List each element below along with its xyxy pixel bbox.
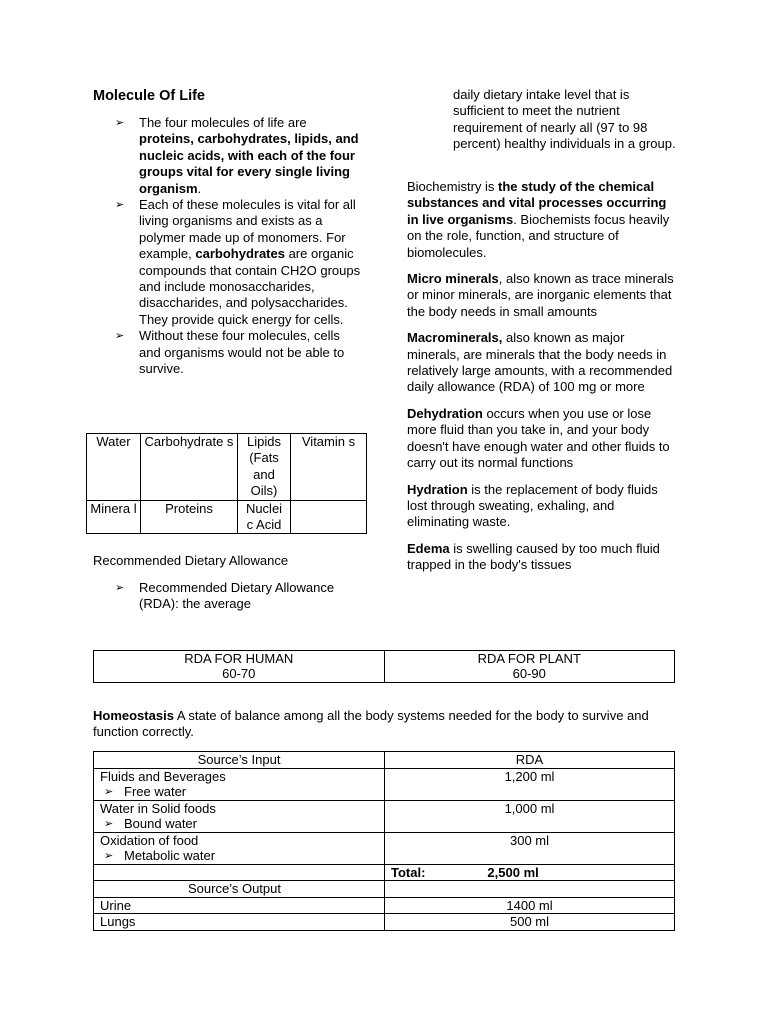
output-source-cell: Urine [94,897,385,914]
value-cell: 300 ml [385,832,675,864]
water-balance-table [93,751,675,931]
empty-cell [94,864,385,881]
header-rda: RDA [385,752,675,769]
definition-biochemistry: Biochemistry is the study of the chemical substances and vital processes occurring in live organisms. Biochemists focus heavily on the role, function, and structure of biomolecules. [407,179,670,260]
total-label: Total: [391,864,426,880]
definition-macrominerals: Macrominerals, also known as major minerals, are minerals that the body needs in relatively large amounts, with a recommended daily allowance (RDA) of 100 mg or more [407,330,673,395]
table-row [94,881,675,898]
rda-plant-value: 60-90 [512,666,546,681]
table-cell: Carbohydrate s [141,434,238,501]
table-row [94,832,675,864]
output-source-cell: Lungs [94,914,385,931]
table-cell: Proteins [141,500,238,534]
table-cell: Water [87,434,141,501]
value-cell: 1,000 ml [385,800,675,832]
list-item: ➢ Without these four molecules, cells and organisms would not be able to survive. [115,328,365,377]
table-row [94,752,675,769]
rda-plant-label: RDA FOR PLANT [477,651,581,666]
table-row [87,500,367,534]
table-row [94,897,675,914]
definition-dehydration: Dehydration occurs when you use or lose more fluid than you take in, and your body doesn't have enough water and other fluids to carry out its normal functions [407,405,670,471]
rda-plant-cell [384,651,675,683]
table-row [87,434,367,501]
rda-bullet-list [115,580,345,613]
header-source-output: Source’s Output [94,881,385,898]
molecule-bullet-list [115,115,365,378]
header-source-input: Source’s Input [94,752,385,769]
total-value: 2,500 ml [487,864,539,880]
source-cell: Fluids and Beverages ➢ Free water [94,768,385,800]
output-value-cell: 500 ml [385,914,675,931]
list-item: ➢ The four molecules of life are proteins, carbohydrates, lipids, and nucleic acids, with each of the four groups vital for every single living organism. [115,115,365,197]
page-title: Molecule Of Life [93,88,205,104]
table-cell: Nuclei c Acid [238,500,291,534]
value-cell: 1,200 ml [385,768,675,800]
list-item: ➢ Each of these molecules is vital for all living organisms and exists as a polymer made up of monomers. For example, carbohydrates are organic compounds that contain CH2O groups and include monosaccharides, disaccharides, and polysaccharides. They provide quick energy for cells. [115,197,365,328]
table-row [94,768,675,800]
sub-item: ➢ Metabolic water [100,848,378,864]
rda-heading: Recommended Dietary Allowance [93,553,289,568]
rda-definition-continuation: daily dietary intake level that is sufficient to meet the nutrient requirement of nearly all (97 to 98 percent) healthy individuals in a group. [453,87,676,152]
source-cell: Water in Solid foods ➢ Bound water [94,800,385,832]
list-item: ➢ Recommended Dietary Allowance (RDA): the average [115,580,345,613]
table-row [94,800,675,832]
table-cell: Minera l [87,500,141,534]
definition-edema: Edema is swelling caused by too much fluid trapped in the body's tissues [407,540,660,573]
table-row [94,864,675,881]
sub-item: ➢ Free water [100,784,378,800]
rda-human-cell [94,651,385,683]
homeostasis-definition: Homeostasis A state of balance among all the body systems needed for the body to survive and function correctly. [93,708,649,740]
definitions-column [407,179,679,574]
table-row [94,651,675,683]
molecule-table [86,433,367,534]
sub-item: ➢ Bound water [100,816,378,832]
table-row [94,914,675,931]
table-cell [291,500,367,534]
empty-cell [385,881,675,898]
definition-hydration: Hydration is the replacement of body fluids lost through sweating, exhaling, and eliminating waste. [407,481,658,530]
rda-table [93,650,675,683]
source-cell: Oxidation of food ➢ Metabolic water [94,832,385,864]
definition-micro-minerals: Micro minerals, also known as trace minerals or minor minerals, are inorganic elements that the body needs in small amounts [407,271,674,319]
output-value-cell: 1400 ml [385,897,675,914]
table-cell: Lipids (Fats and Oils) [238,434,291,501]
total-cell [385,864,675,881]
rda-human-label: RDA FOR HUMAN [184,651,294,666]
table-cell: Vitamin s [291,434,367,501]
rda-human-value: 60-70 [222,666,256,681]
